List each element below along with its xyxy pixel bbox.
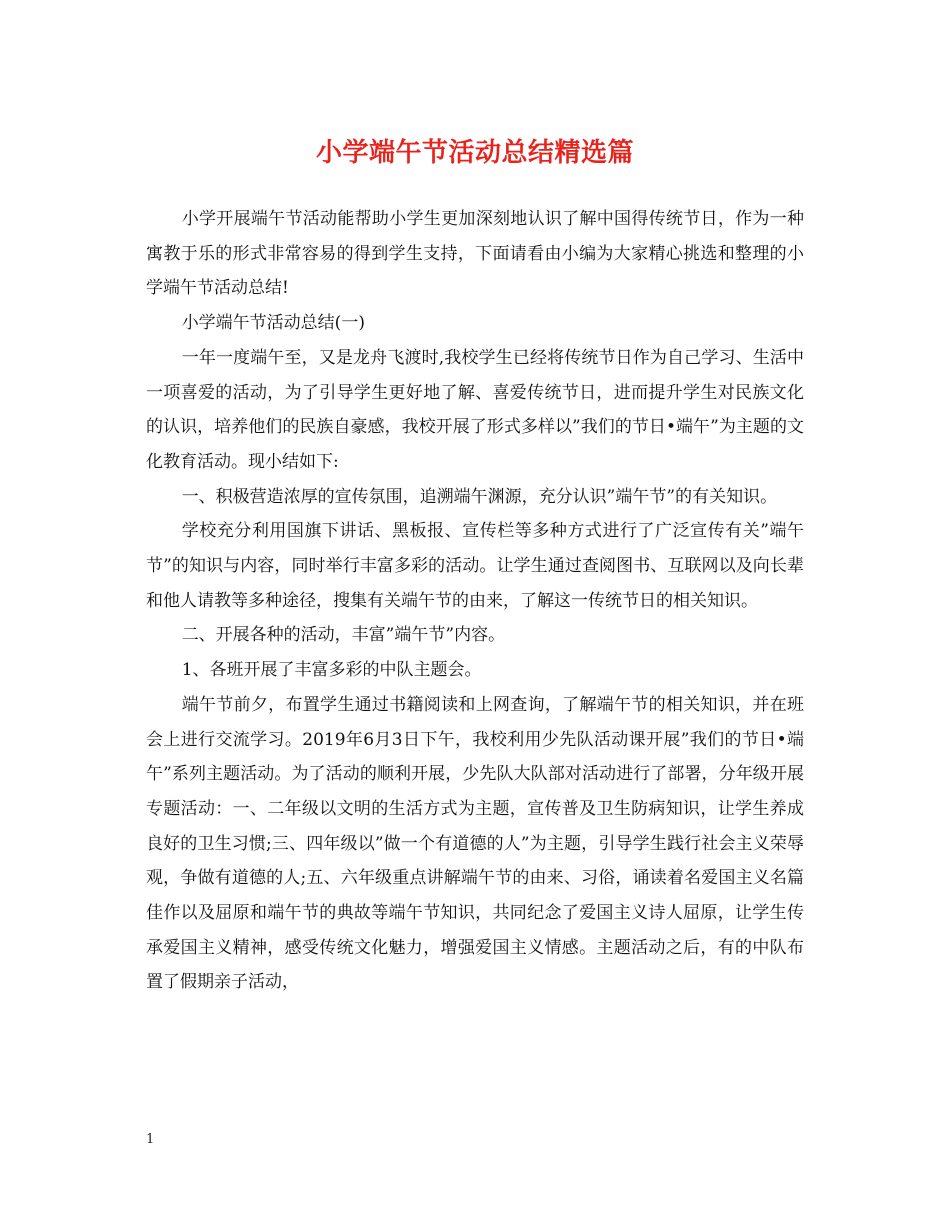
paragraph-opening: 一年一度端午至，又是龙舟飞渡时,我校学生已经将传统节日作为自己学习、生活中一项喜爱的活动，为了引导学生更好地了解、喜爱传统节日，进而提升学生对民族文化的认识，培养他们的民族自豪感，我校开展了形式多样以”我们的节日•端午”为主题的文化教育活动。现小结如下: <box>146 347 804 472</box>
paragraph-point-two: 二、开展各种的活动，丰富”端午节”内容。 <box>181 625 506 646</box>
document-body <box>146 202 804 1000</box>
paragraph-section-heading: 小学端午节活动总结(一) <box>181 313 365 334</box>
page-number: 1 <box>146 1132 155 1147</box>
paragraph-promotion: 学校充分利用国旗下讲话、黑板报、宣传栏等多种方式进行了广泛宣传有关”端午节”的知识与内容，同时举行丰富多彩的活动。让学生通过查阅图书、互联网以及向长辈和他人请教等多种途径，搜集有关端午节的由来，了解这一传统节日的相关知识。 <box>146 521 804 611</box>
paragraph-class-activities: 端午节前夕，布置学生通过书籍阅读和上网查询，了解端午节的相关知识，并在班会上进行交流学习。2019年6月3日下午，我校利用少先队活动课开展”我们的节日•端午”系列主题活动。为了活动的顺利开展，少先队大队部对活动进行了部署，分年级开展专题活动：一、二年级以文明的生活方式为主题，宣传普及卫生防病知识，让学生养成良好的卫生习惯;三、四年级以”做一个有道德的人”为主题，引导学生践行社会主义荣辱观，争做有道德的人;五、六年级重点讲解端午节的由来、习俗，诵读着名爱国主义名篇佳作以及屈原和端午节的典故等端午节知识，共同纪念了爱国主义诗人屈原，让学生传承爱国主义精神，感受传统文化魅力，增强爱国主义情感。主题活动之后，有的中队布置了假期亲子活动， <box>146 694 804 993</box>
paragraph-point-one: 一、积极营造浓厚的宣传氛围，追溯端午渊源，充分认识”端午节”的有关知识。 <box>181 486 778 507</box>
paragraph-subpoint-one: 1、各班开展了丰富多彩的中队主题会。 <box>181 660 482 681</box>
document-title: 小学端午节活动总结精选篇 <box>315 138 634 168</box>
paragraph-intro: 小学开展端午节活动能帮助小学生更加深刻地认识了解中国得传统节日，作为一种寓教于乐的形式非常容易的得到学生支持，下面请看由小编为大家精心挑选和整理的小学端午节活动总结! <box>146 209 804 299</box>
